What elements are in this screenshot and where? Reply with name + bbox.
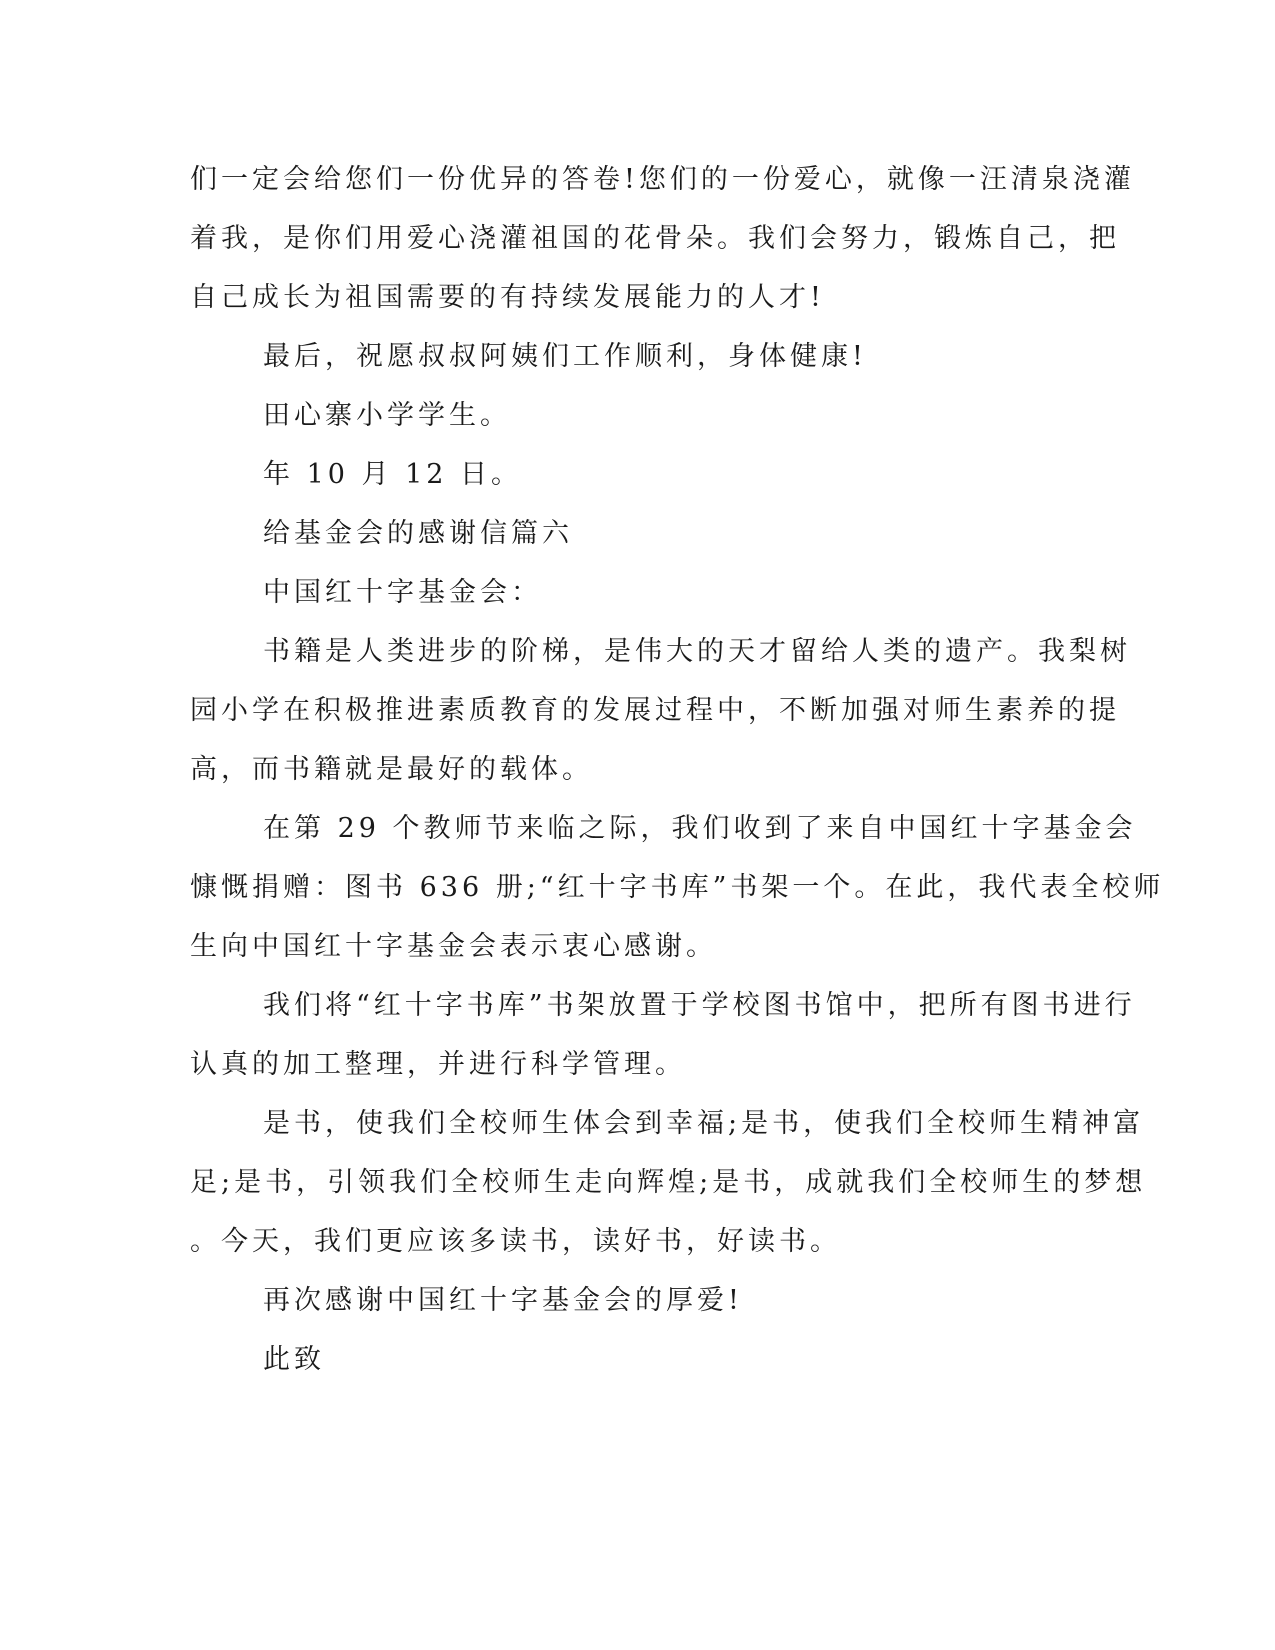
signature: 田心寨小学学生。 bbox=[263, 400, 511, 431]
date: 年 10 月 12 日。 bbox=[263, 459, 523, 490]
section-heading: 给基金会的感谢信篇六 bbox=[263, 518, 573, 549]
body-line: 足;是书，引领我们全校师生走向辉煌;是书，成就我们全校师生的梦想 bbox=[190, 1167, 1147, 1198]
closing-phrase: 此致 bbox=[263, 1344, 325, 1375]
body-line: 高，而书籍就是最好的载体。 bbox=[190, 754, 593, 785]
closing-thanks: 再次感谢中国红十字基金会的厚爱! bbox=[263, 1285, 743, 1316]
body-line: 园小学在积极推进素质教育的发展过程中，不断加强对师生素养的提 bbox=[190, 695, 1120, 726]
salutation: 中国红十字基金会： bbox=[263, 577, 542, 608]
body-line: 。今天，我们更应该多读书，读好书，好读书。 bbox=[190, 1226, 841, 1257]
body-line: 书籍是人类进步的阶梯，是伟大的天才留给人类的遗产。我梨树 bbox=[263, 636, 1131, 667]
body-line: 着我，是你们用爱心浇灌祖国的花骨朵。我们会努力，锻炼自己，把 bbox=[190, 223, 1120, 254]
body-line: 在第 29 个教师节来临之际，我们收到了来自中国红十字基金会 bbox=[263, 813, 1137, 844]
body-line: 自己成长为祖国需要的有持续发展能力的人才! bbox=[190, 282, 825, 313]
body-line: 我们将“红十字书库”书架放置于学校图书馆中，把所有图书进行 bbox=[263, 990, 1136, 1021]
body-line: 们一定会给您们一份优异的答卷!您们的一份爱心，就像一汪清泉浇灌 bbox=[190, 164, 1135, 195]
body-line: 慷慨捐赠：图书 636 册;“红十字书库”书架一个。在此，我代表全校师 bbox=[190, 872, 1165, 903]
closing-wish: 最后，祝愿叔叔阿姨们工作顺利，身体健康! bbox=[263, 341, 867, 372]
body-line: 认真的加工整理，并进行科学管理。 bbox=[190, 1049, 686, 1080]
body-line: 生向中国红十字基金会表示衷心感谢。 bbox=[190, 931, 717, 962]
body-line: 是书，使我们全校师生体会到幸福;是书，使我们全校师生精神富 bbox=[263, 1108, 1145, 1139]
